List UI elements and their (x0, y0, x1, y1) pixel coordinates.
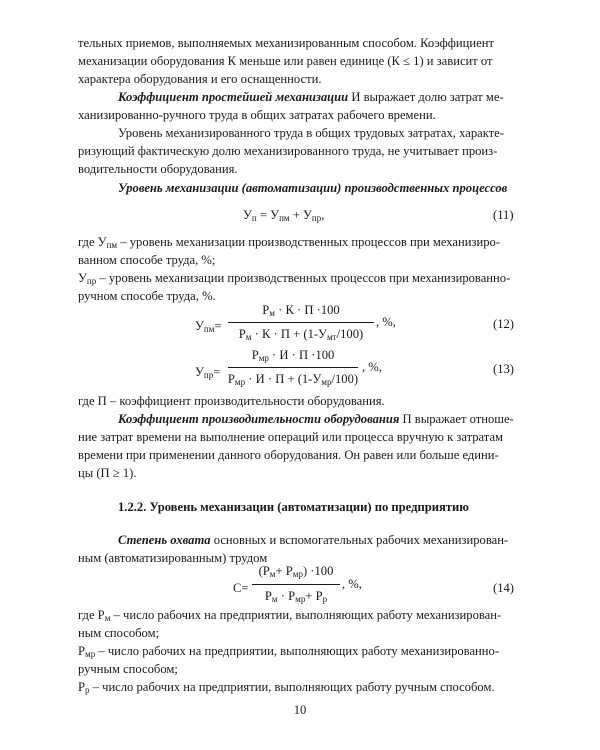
formula-14-lhs: С= (233, 581, 249, 595)
paragraph-line: характера оборудования и его оснащенности. (78, 72, 322, 86)
paragraph-line: ханизированно-ручного труда в общих затратах рабочего времени. (78, 108, 436, 122)
formula-12-lhs: $У_{пм}=$ (195, 319, 222, 334)
definition-line: где $Р_м$ – число рабочих на предприятии, выполняющих работу механизирован- (78, 608, 502, 623)
equation-number-14: (14) (493, 581, 514, 595)
equation-number-13: (13) (493, 362, 514, 376)
equation-number-11: (11) (493, 208, 514, 222)
term-equipment-productivity: Коэффициент производительности оборудования (118, 412, 400, 426)
paragraph-text: И выражает долю затрат ме- (348, 90, 504, 104)
term-simple-mechanization: Коэффициент простейшей механизации (118, 90, 349, 104)
paragraph-line: механизации оборудования К меньше или равен единице (К ≤ 1) и зависит от (78, 54, 493, 68)
formula-13-denominator: $Р_{мр} \cdot И \cdot П + (1-У_{мр}/100)$ (227, 372, 359, 387)
paragraph-line (118, 89, 504, 107)
paragraph-line: времени при применении данного оборудования. Он равен или больше едини- (78, 448, 499, 462)
formula-12-numerator: $Р_м \cdot К \cdot П \cdot 100$ (262, 303, 340, 318)
paragraph-line: Степень охвата основных и вспомогательных рабочих механизирован- (118, 533, 509, 547)
paragraph-line: ние затрат времени на выполнение операций или процесса вручную к затратам (78, 430, 504, 444)
definition-line: ванном способе труда, %; (78, 253, 216, 267)
paragraph-line: ным (автоматизированным) трудом (78, 551, 268, 565)
formula-11: $У_п = У_{пм} + У_{пр}$, (243, 208, 325, 223)
formula-12-fraction-bar (228, 322, 374, 323)
definition-line: $Р_{мр}$ – число рабочих на предприятии, выполняющих работу механизированно- (78, 644, 500, 659)
formula-13-numerator: $Р_{мр} \cdot И \cdot П \cdot 100$ (251, 348, 335, 363)
formula-13-unit: , %, (362, 360, 382, 374)
definition-line: $Р_р$ – число рабочих на предприятии, выполняющих работу ручным способом. (78, 680, 495, 695)
paragraph-line: ризующий фактическую долю механизированного труда, не учитывает произ- (78, 144, 498, 158)
subheading-process-mechanization: Уровень механизации (автоматизации) производственных процессов (118, 181, 508, 195)
definition-line: где П – коэффициент производительности оборудования. (78, 394, 385, 408)
definition-line: где $У_{пм}$ – уровень механизации производственных процессов при механизиро- (78, 235, 500, 250)
formula-14-numerator: $(Р_м+ Р_{мр}) \cdot 100$ (258, 564, 334, 579)
paragraph-line: Коэффициент производительности оборудования П выражает отноше- (118, 412, 514, 426)
equation-number-12: (12) (493, 317, 514, 331)
paragraph-line: водительности оборудования. (78, 162, 238, 176)
formula-13-fraction-bar (228, 367, 358, 368)
formula-14-unit: , %, (342, 577, 362, 591)
paragraph-line: тельных приемов, выполняемых механизированным способом. Коэффициент (78, 36, 494, 50)
definition-line: ручным способом; (78, 662, 178, 676)
section-heading: 1.2.2. Уровень механизации (автоматизации) по предприятию (118, 500, 469, 514)
paragraph-line: цы (П ≥ 1). (78, 466, 137, 480)
formula-14-fraction-bar (252, 584, 340, 585)
paragraph-line: Уровень механизированного труда в общих трудовых затратах, характе- (118, 126, 504, 140)
page-number: 10 (293, 703, 307, 717)
formula-12-unit: , %, (376, 315, 396, 329)
definition-line: ручном способе труда, %. (78, 289, 216, 303)
term-coverage-degree: Степень охвата (118, 533, 211, 547)
definition-line: ным способом; (78, 626, 160, 640)
formula-12-denominator: $Р_м \cdot К \cdot П + (1-У_{мт}/100)$ (238, 327, 364, 342)
formula-13-lhs: $У_{пр}=$ (195, 365, 221, 380)
formula-14-denominator: $Р_м \cdot Р_{мр}+ Р_р$ (264, 589, 328, 604)
definition-line: $У_{пр}$ – уровень механизации производственных процессов при механизированно- (78, 271, 511, 286)
